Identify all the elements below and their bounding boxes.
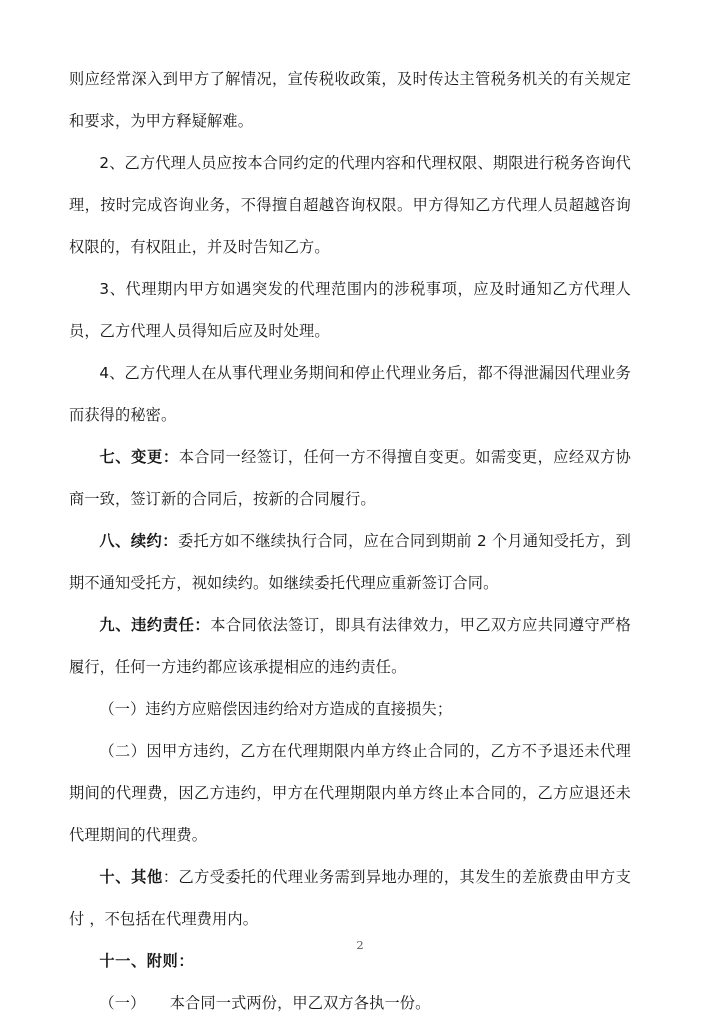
appendix-item-1-marker: （一） <box>99 994 146 1012</box>
paragraph-section-9-liability <box>69 604 631 688</box>
paragraph-appendix-item-1 <box>69 982 631 1024</box>
section-8-text: 委托方如不继续执行合同，应在合同到期前 2 个月通知受托方，到期不通知受托方，视如续约。如继续委托代理应重新签订合同。 <box>69 532 632 592</box>
appendix-item-1-text: 本合同一式两份，甲乙双方各执一份。 <box>169 994 431 1012</box>
document-text-column <box>69 58 631 1024</box>
section-9-label: 九、违约责任： <box>99 616 211 634</box>
section-7-label: 七、变更： <box>99 448 179 466</box>
section-7-text: 本合同一经签订，任何一方不得擅自变更。如需变更，应经双方协商一致，签订新的合同后，按新的合同履行。 <box>69 448 632 508</box>
paragraph-sub-item-2: （二）因甲方违约，乙方在代理期限内单方终止合同的，乙方不予退还未代理期间的代理费，因乙方违约，甲方在代理期限内单方终止本合同的，乙方应退还未代理期间的代理费。 <box>69 742 631 844</box>
paragraph-sub-item-1: （一）违约方应赔偿因违约给对方造成的直接损失； <box>99 700 453 718</box>
paragraph-item-4: 4、乙方代理人在从事代理业务期间和停止代理业务后，都不得泄漏因代理业务而获得的秘密。 <box>69 364 631 424</box>
paragraph-item-2: 2、乙方代理人员应按本合同约定的代理内容和代理权限、期限进行税务咨询代理，按时完成咨询业务，不得擅自超越咨询权限。甲方得知乙方代理人员超越咨询权限的，有权阻止，并及时告知乙方。 <box>69 154 631 256</box>
paragraph-section-8-renewal <box>69 520 631 604</box>
section-8-label: 八、续约： <box>99 532 178 550</box>
paragraph-section-7-change <box>69 436 631 520</box>
paragraph-section-11-appendix: 十一、附则： <box>99 952 195 970</box>
paragraph-item-3: 3、代理期内甲方如遇突发的代理范围内的涉税事项，应及时通知乙方代理人员，乙方代理人员得知后应及时处理。 <box>69 280 631 340</box>
section-10-text: ：乙方受委托的代理业务需到异地办理的，其发生的差旅费由甲方支付 ，不包括在代理费用内。 <box>69 868 632 928</box>
page-number: 2 <box>356 938 364 952</box>
paragraph-section-10-other <box>69 856 631 940</box>
section-9-text: 本合同依法签订，即具有法律效力，甲乙双方应共同遵守严格履行，任何一方违约都应该承提相应的违约责任。 <box>69 616 631 676</box>
section-10-label: 十、其他 <box>99 868 163 886</box>
paragraph-continued-duty: 则应经常深入到甲方了解情况，宣传税收政策，及时传达主管税务机关的有关规定和要求，为甲方释疑解难。 <box>69 70 631 130</box>
